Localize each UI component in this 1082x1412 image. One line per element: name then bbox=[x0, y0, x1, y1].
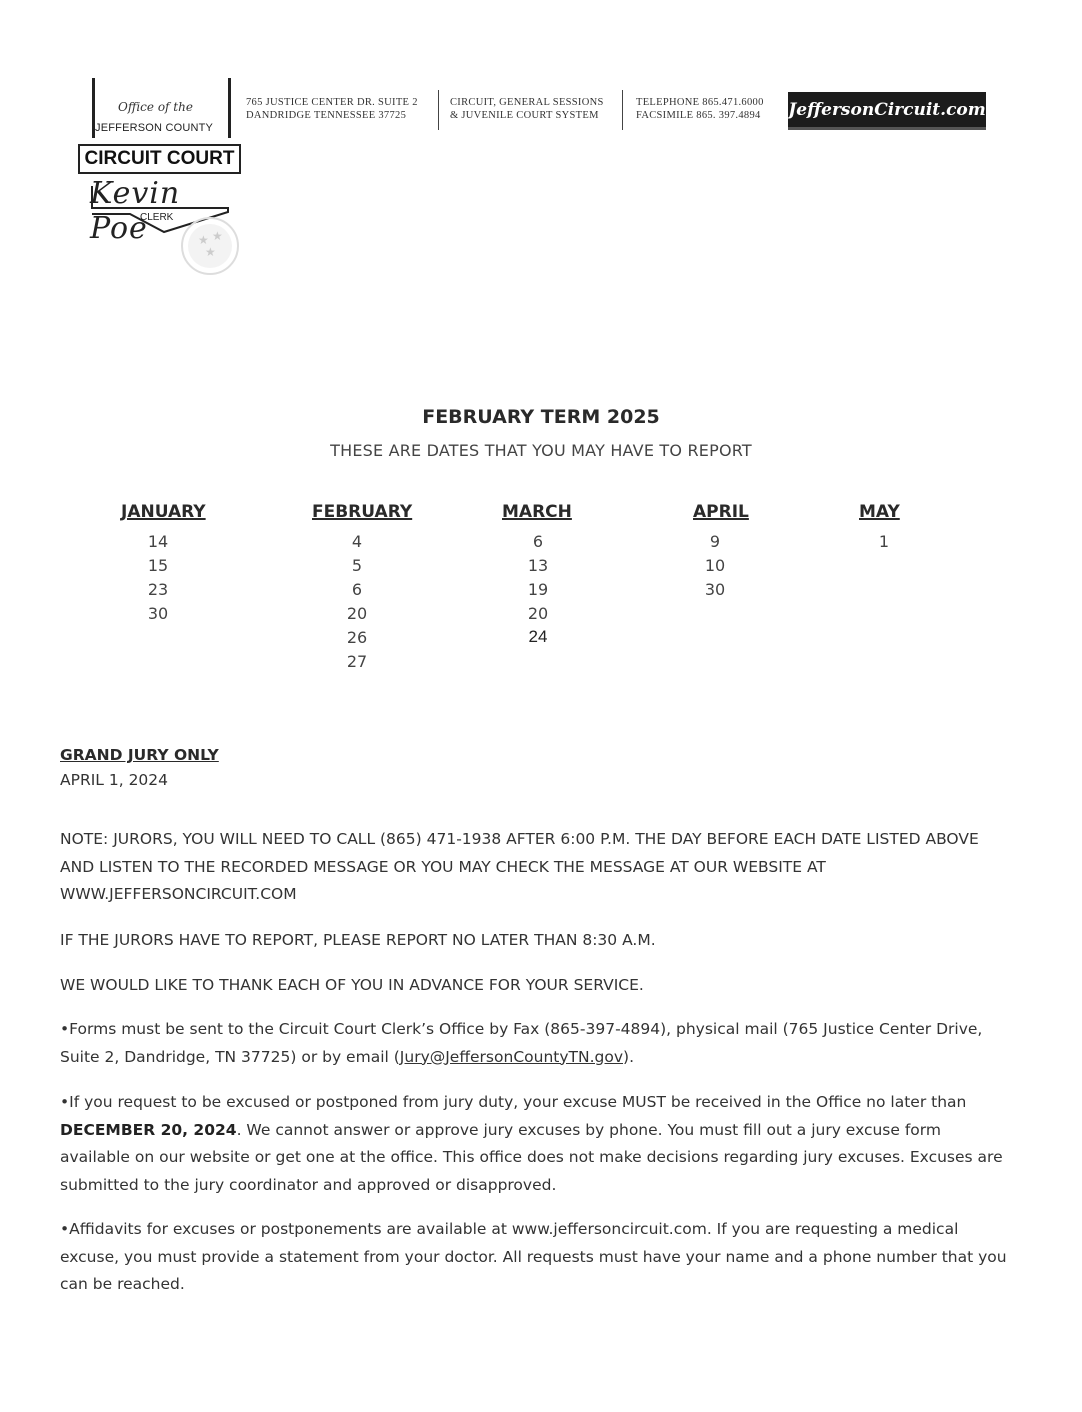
address-line: 765 JUSTICE CENTER DR. SUITE 2 bbox=[246, 97, 418, 108]
date-item: 20 bbox=[346, 604, 368, 623]
date-item: 24 bbox=[528, 627, 548, 646]
header-divider bbox=[622, 90, 623, 130]
address-line: DANDRIDGE TENNESSEE 37725 bbox=[246, 110, 407, 121]
date-item: 26 bbox=[346, 628, 368, 647]
office-address bbox=[246, 96, 418, 122]
month-may-heading: MAY bbox=[859, 502, 900, 522]
date-item: 15 bbox=[147, 556, 169, 575]
clerk-signature: Kevin Poe bbox=[90, 176, 181, 246]
date-item: 6 bbox=[351, 580, 363, 599]
grand-jury-label: GRAND JURY ONLY bbox=[60, 746, 219, 764]
excuse-text: •If you request to be excused or postponed from jury duty, your excuse MUST be received in the Office no later than bbox=[60, 1093, 967, 1111]
date-item: 5 bbox=[351, 556, 363, 575]
date-item: 14 bbox=[147, 532, 169, 551]
date-item: 6 bbox=[532, 532, 544, 551]
system-line: & JUVENILE COURT SYSTEM bbox=[450, 110, 599, 121]
month-february-heading: FEBRUARY bbox=[312, 502, 413, 522]
svg-text:★: ★ bbox=[212, 229, 223, 243]
affidavit-instructions: •Affidavits for excuses or postponements are available at www.jeffersoncircuit.com. If you are requesting a medical excuse, you must provide a statement from your doctor. All requests must have your name and a phone number that you can be reached. bbox=[60, 1220, 1007, 1293]
thank-you-note: WE WOULD LIKE TO THANK EACH OF YOU IN ADVANCE FOR YOUR SERVICE. bbox=[60, 976, 644, 994]
jury-email-link[interactable]: Jury@JeffersonCountyTN.gov bbox=[399, 1047, 624, 1066]
term-title: FEBRUARY TERM 2025 bbox=[422, 406, 660, 428]
svg-text:★: ★ bbox=[205, 245, 216, 259]
grand-jury-date: APRIL 1, 2024 bbox=[60, 771, 169, 789]
forms-instructions bbox=[60, 1016, 1010, 1071]
contact-numbers bbox=[636, 96, 764, 122]
month-march-heading: MARCH bbox=[502, 502, 572, 522]
excuse-instructions bbox=[60, 1089, 1010, 1199]
term-subtitle: THESE ARE DATES THAT YOU MAY HAVE TO REPORT bbox=[330, 441, 752, 460]
facsimile-line: FACSIMILE 865. 397.4894 bbox=[636, 110, 761, 121]
date-item: 30 bbox=[147, 604, 169, 623]
date-item: 1 bbox=[878, 532, 890, 551]
date-item: 20 bbox=[527, 604, 549, 623]
logo-county: JEFFERSON COUNTY bbox=[95, 122, 214, 134]
month-april-heading: APRIL bbox=[693, 502, 749, 522]
forms-text: •Forms must be sent to the Circuit Court Clerk’s Office by Fax (865-397-4894), physical mail (765 Justice Center Drive, Suite 2, Dandridge, TN 37725) or by email ( bbox=[60, 1020, 983, 1066]
date-item: 13 bbox=[527, 556, 549, 575]
excuse-text-rest: . We cannot answer or approve jury excuses by phone. You must fill out a jury excuse form available on our website or get one at the office. This office does not make decisions regarding jury excuses. Excuses are submitted to the jury coordinator and approved or disapproved. bbox=[60, 1120, 1003, 1194]
date-item: 19 bbox=[527, 580, 549, 599]
svg-text:★: ★ bbox=[198, 233, 209, 247]
logo-clerk-label: CLERK bbox=[140, 212, 174, 223]
system-line: CIRCUIT, GENERAL SESSIONS bbox=[450, 97, 604, 108]
report-time-note: IF THE JURORS HAVE TO REPORT, PLEASE REPORT NO LATER THAN 8:30 A.M. bbox=[60, 931, 656, 949]
header-divider bbox=[438, 90, 439, 130]
website-badge: JeffersonCircuit.com bbox=[788, 92, 986, 130]
juror-call-note: NOTE: JURORS, YOU WILL NEED TO CALL (865) 471-1938 AFTER 6:00 P.M. THE DAY BEFORE EACH DATE LISTED ABOVE AND LISTEN TO THE RECORDED MESSAGE OR YOU MAY CHECK THE MESSAGE AT OUR WEBSITE AT WWW.JEFFERSONCIRCUIT.COM bbox=[60, 830, 979, 903]
logo-office-of: Office of the bbox=[118, 100, 193, 114]
court-system bbox=[450, 96, 604, 122]
logo-bar-right bbox=[228, 78, 231, 138]
date-item: 30 bbox=[704, 580, 726, 599]
circuit-court-logo bbox=[78, 76, 248, 276]
date-item: 4 bbox=[351, 532, 363, 551]
date-item: 9 bbox=[709, 532, 721, 551]
date-item: 27 bbox=[346, 652, 368, 671]
telephone-line: TELEPHONE 865.471.6000 bbox=[636, 97, 764, 108]
month-january-heading: JANUARY bbox=[121, 502, 206, 522]
forms-text-end: ). bbox=[623, 1047, 634, 1066]
logo-circuit-court: CIRCUIT COURT bbox=[78, 144, 241, 174]
date-item: 23 bbox=[147, 580, 169, 599]
excuse-deadline: DECEMBER 20, 2024 bbox=[60, 1120, 237, 1139]
date-item: 10 bbox=[704, 556, 726, 575]
